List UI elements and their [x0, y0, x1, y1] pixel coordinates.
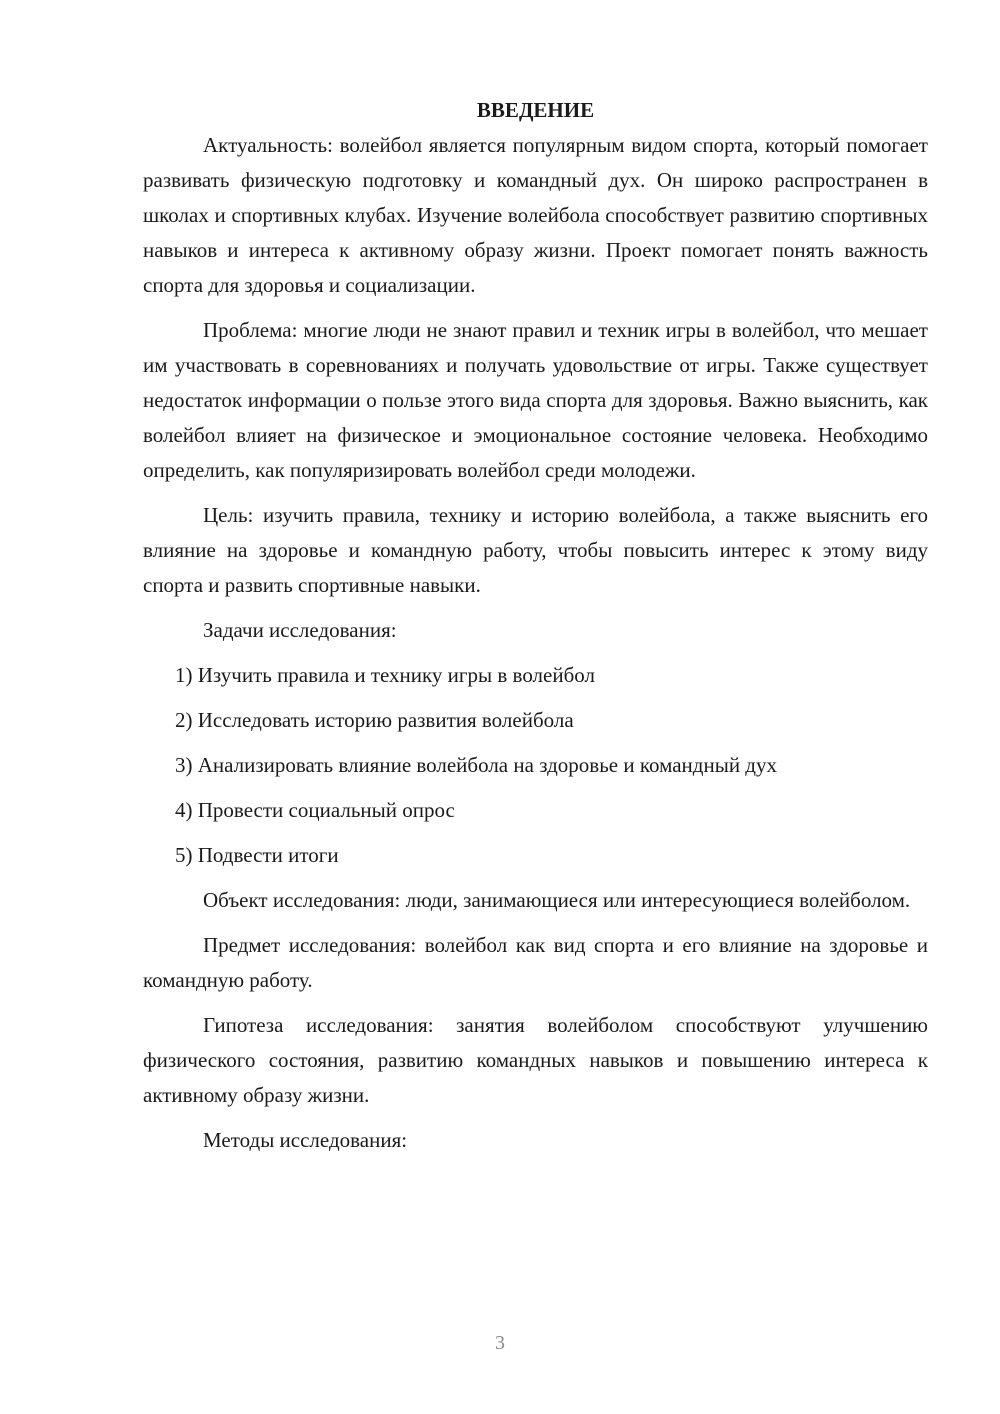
problem-paragraph: Проблема: многие люди не знают правил и техник игры в волейбол, что мешает им участвовать в соревнованиях и получать удовольствие от игры. Также существует недостаток информации о пользе этого вида спорта для здоровья. Важно выяснить, как волейбол влияет на физическое и эмоциональное состояние человека. Необходимо определить, как популяризировать волейбол среди молодежи.: [143, 318, 928, 482]
methods-heading: Методы исследования:: [203, 1128, 408, 1152]
subject-paragraph: Предмет исследования: волейбол как вид спорта и его влияние на здоровье и командную работу.: [143, 933, 928, 992]
goal-paragraph: Цель: изучить правила, технику и историю волейбола, а также выяснить его влияние на здоровье и командную работу, чтобы повысить интерес к этому виду спорта и развить спортивные навыки.: [143, 503, 928, 597]
hypothesis-paragraph: Гипотеза исследования: занятия волейболом способствуют улучшению физического состояния, развитию командных навыков и повышению интереса к активному образу жизни.: [143, 1013, 928, 1107]
list-item: 4) Провести социальный опрос: [175, 798, 455, 822]
relevance-paragraph: Актуальность: волейбол является популярным видом спорта, который помогает развивать физическую подготовку и командный дух. Он широко распространен в школах и спортивных клубах. Изучение волейбола способствует развитию спортивных навыков и интереса к активному образу жизни. Проект помогает понять важность спорта для здоровья и социализации.: [143, 133, 928, 297]
document-page: [143, 93, 928, 1158]
list-item: 2) Исследовать историю развития волейбола: [175, 708, 574, 732]
page-number: 3: [495, 1332, 505, 1354]
page-title: ВВЕДЕНИЕ: [476, 98, 595, 122]
object-paragraph: Объект исследования: люди, занимающиеся или интересующиеся волейболом.: [203, 888, 911, 912]
tasks-list: [143, 658, 928, 873]
tasks-heading: Задачи исследования:: [203, 618, 397, 642]
list-item: 1) Изучить правила и технику игры в волейбол: [175, 663, 595, 687]
list-item: 5) Подвести итоги: [175, 843, 339, 867]
list-item: 3) Анализировать влияние волейбола на здоровье и командный дух: [175, 753, 777, 777]
